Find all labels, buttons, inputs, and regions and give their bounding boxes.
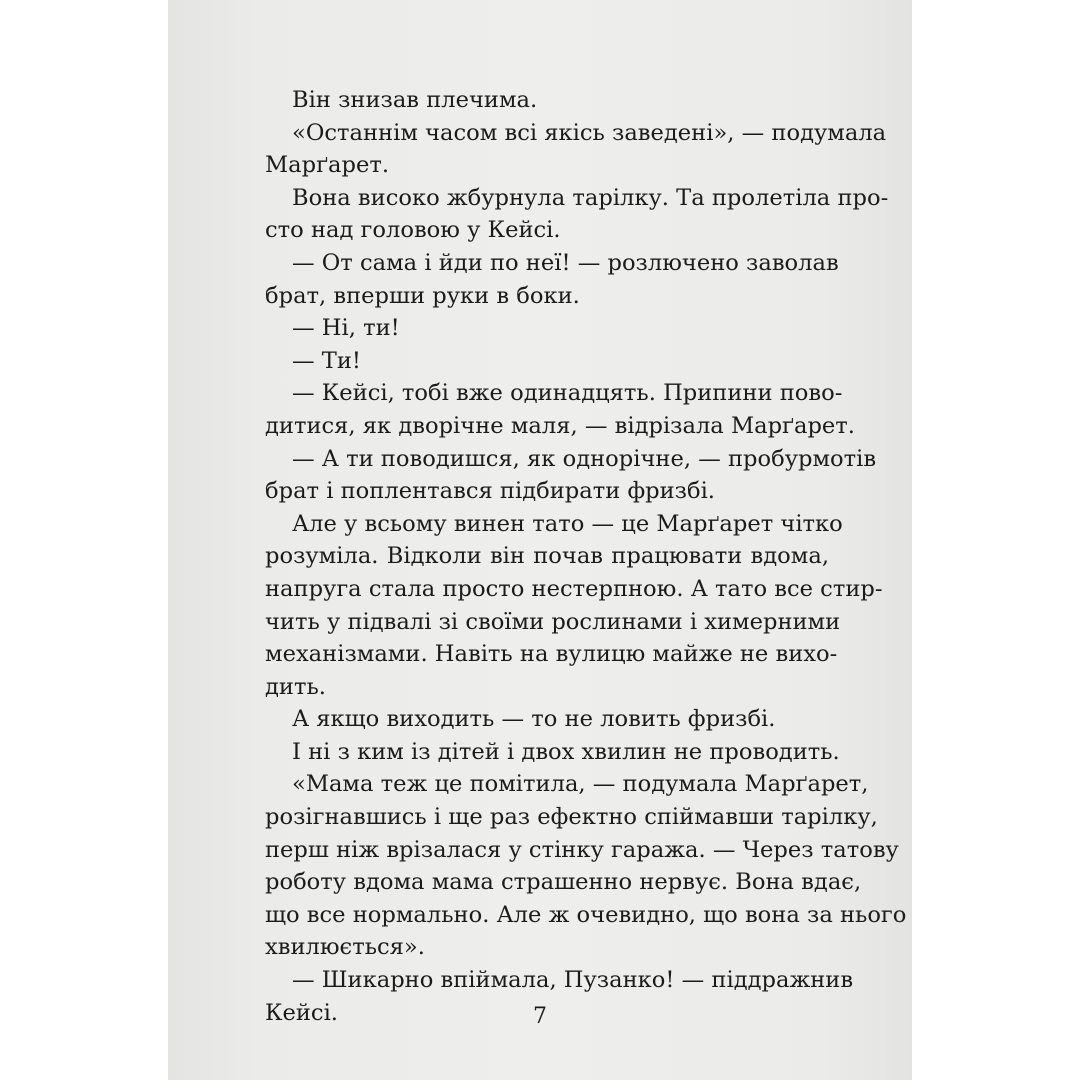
paragraph [265,182,889,247]
paragraph [265,703,829,736]
page-text [265,84,907,1029]
paragraph [265,377,855,442]
text-line: — Шикарно впіймала, Пузанко! — піддражнив [292,967,854,994]
paragraph [265,345,829,378]
text-line: дитися, як дворічне маля, — відрізала Марґарет. [265,412,855,439]
text-line: механізмами. Навіть на вулицю майже не вихо- [265,641,838,668]
text-line: І ні з ким із дітей і двох хвилин не проводить. [292,738,840,765]
paragraph [265,247,839,312]
book-page [168,0,912,1080]
text-line: розуміла. Відколи він почав працювати вдома, [265,543,829,570]
paragraph [265,312,829,345]
text-line: Він знизав плечима. [292,87,538,113]
text-line: дить. [265,673,326,700]
page-number: 7 [533,1004,547,1029]
text-line: — Кейсі, тобі вже одинадцять. Припини пово- [292,380,843,407]
text-line: — От сама і йди по неї! — розлючено заволав [292,249,839,276]
paragraph [265,84,829,117]
text-line: «Останнім часом всі якісь заведені», — подумала [292,119,887,146]
paragraph [265,508,883,704]
text-line: Марґарет. [265,152,390,179]
text-line: Але у всьому винен тато — це Марґарет чітко [292,510,843,537]
text-line: напруга стала просто нестерпною. А тато все стир- [265,575,883,602]
text-line: Кейсі. [265,999,338,1026]
text-line: брат, вперши руки в боки. [265,282,580,309]
paragraph [265,117,887,182]
text-line: брат і поплентався підбирати фризбі. [265,478,715,505]
paragraph [265,443,877,508]
text-line: сто над головою у Кейсі. [265,217,561,244]
text-line: — А ти поводишся, як однорічне, — пробурмотів [292,445,877,472]
text-line: розігнавшись і ще раз ефектно спіймавши тарілку, [265,804,878,831]
text-line: — Ти! [292,347,361,374]
text-line: А якщо виходить — то не ловить фризбі. [292,706,776,733]
text-line: «Мама теж це помітила, — подумала Марґарет, [292,771,869,798]
text-line: чить у підвалі зі своїми рослинами і химерними [265,608,841,635]
text-line: хвилюється». [265,934,425,961]
text-line: Вона високо жбурнула тарілку. Та пролетіла про- [292,184,889,211]
text-line: роботу вдома мама страшенно нервує. Вона вдає, [265,869,862,896]
text-line: що все нормально. Але ж очевидно, що вона за нього [265,901,907,928]
text-line: перш ніж врізалася у стінку гаража. — Через татову [265,836,899,863]
paragraph [265,736,840,769]
paragraph [265,768,907,964]
text-line: — Ні, ти! [292,315,400,342]
